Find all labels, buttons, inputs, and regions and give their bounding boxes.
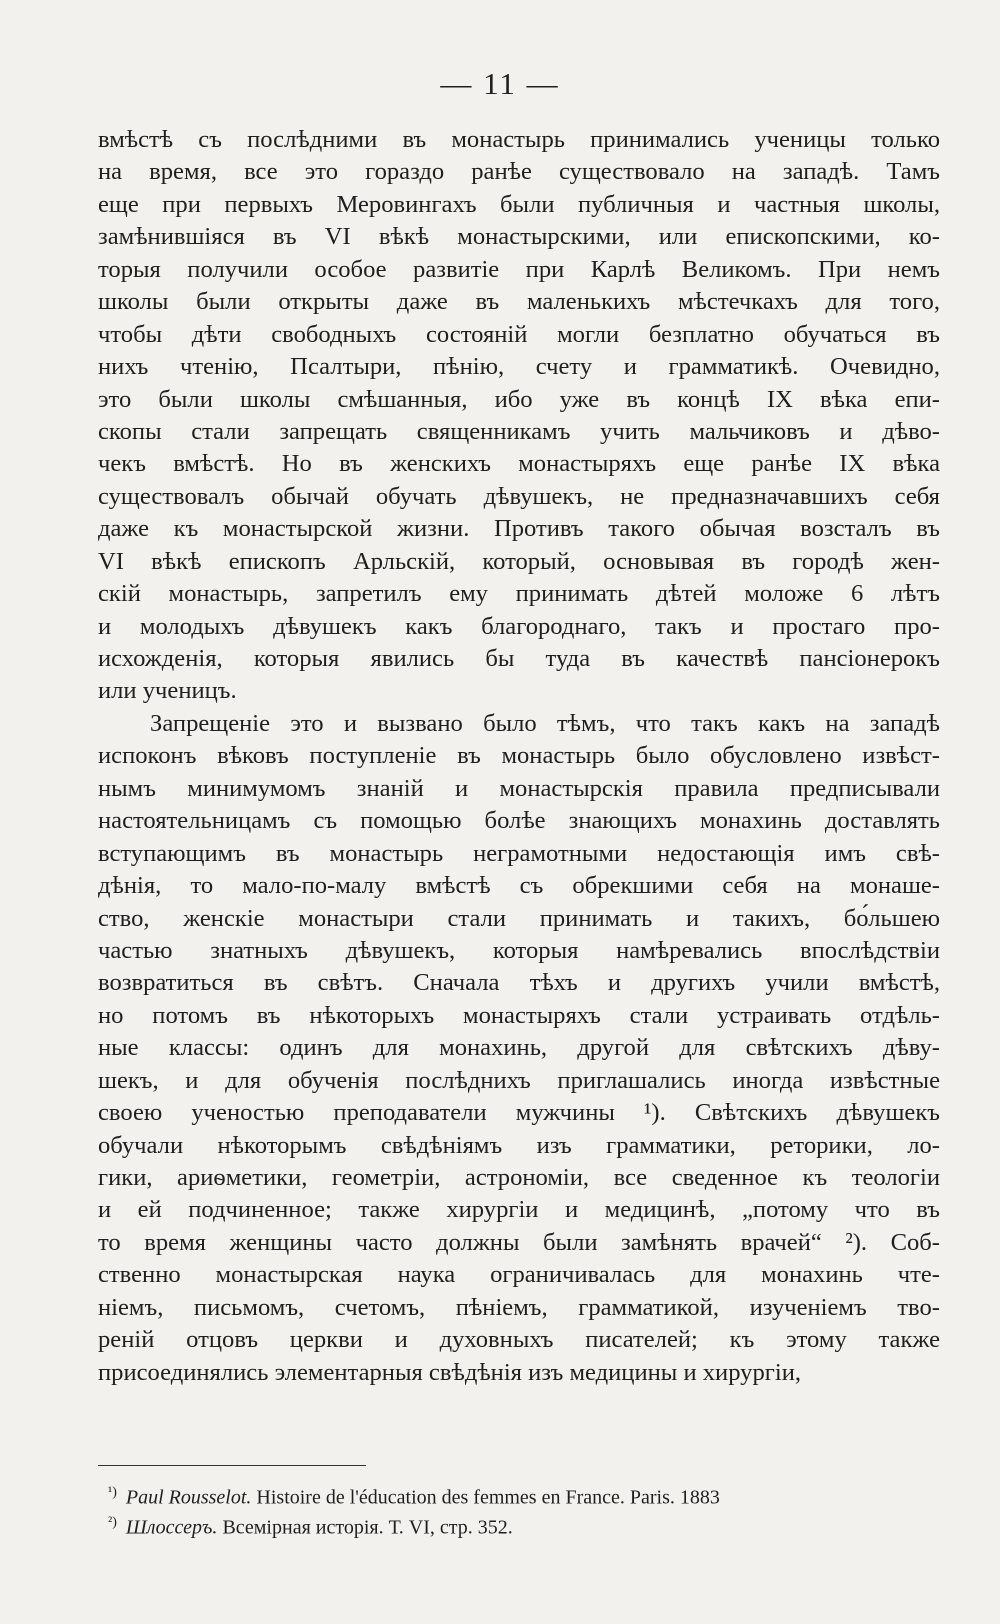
text-line: обучали нѣкоторымъ свѣдѣнiямъ изъ грамматики, реторики, ло- [98,1131,940,1159]
text-line: даже къ монастырской жизни. Противъ такого обычая возсталъ въ [98,515,940,543]
text-line: и молодыхъ дѣвушекъ какъ благороднаго, такъ и простаго про- [98,612,940,640]
paragraph [98,124,940,708]
text-line: шекъ, и для обученiя послѣднихъ приглашались иногда извѣстные [98,1066,940,1094]
text-line: вступающимъ въ монастырь неграмотными недостающiя имъ свѣ- [98,839,940,867]
text-line: гики, ариѳметики, геометрiи, астрономiи, все сведенное къ теологiи [98,1164,940,1191]
text-line: присоединялись элементарныя свѣдѣнiя изъ медицины и хирургiи, [98,1358,802,1386]
text-line: чтобы дѣти свободныхъ состоянiй могли безплатно обучаться въ [98,320,940,348]
paragraph [98,708,940,1389]
text-line: на время, все это гораздо ранѣе существовало на западѣ. Тамъ [98,158,940,186]
footnote-divider [98,1465,366,1466]
text-line: школы были открыты даже въ маленькихъ мѣстечкахъ для того, [98,288,940,316]
text-line: и ей подчиненное; также хирургiи и медицинѣ, „потому что въ [98,1196,940,1224]
footnote-2 [108,1508,940,1538]
text-line: частью знатныхъ дѣвушекъ, которыя намѣревались впослѣдствiи [98,936,940,964]
text-line: существовалъ обычай обучать дѣвушекъ, не предназначавшихъ себя [98,482,940,510]
text-line: ство, женскiе монастыри стали принимать и такихъ, бо́льшею [98,904,940,932]
text-line: ные классы: одинъ для монахинь, другой для свѣтскихъ дѣву- [98,1034,940,1062]
footnote-author: Paul Rousselot. [125,1486,252,1509]
text-line: испоконъ вѣковъ поступленiе въ монастырь было обусловлено извѣст- [98,742,940,770]
text-line: вмѣстѣ съ послѣдними въ монастырь принимались ученицы только [98,126,940,153]
text-line: но потомъ въ нѣкоторыхъ монастыряхъ стали устраивать отдѣль- [98,1001,940,1029]
text-line: дѣнiя, то мало-по-малу вмѣстѣ съ обрекшими себя на монаше- [98,872,940,900]
footnote-mark: ²) [108,1515,117,1530]
footnote-author: Шлоссеръ. [125,1516,218,1539]
footnote-1 [108,1478,940,1508]
footnote-text: Histoire de l'éducation des femmes en France. Paris. 1883 [256,1486,720,1509]
text-line: еще при первыхъ Меровингахъ были публичныя и частныя школы, [98,190,940,218]
text-line: замѣнившiяся въ VI вѣкѣ монастырскими, или епископскими, ко- [98,223,940,251]
text-line: Запрещенiе это и вызвано было тѣмъ, что такъ какъ на западѣ [150,709,940,737]
text-line: своею ученостью преподаватели мужчины ¹). Свѣтскихъ дѣвушекъ [98,1099,940,1127]
text-line: торыя получили особое развитiе при Карлѣ Великомъ. При немъ [98,255,940,283]
text-line: то время женщины часто должны были замѣнять врачей“ ²). Соб- [98,1228,940,1256]
text-line: нымъ минимумомъ знанiй и монастырскiя правила предписывали [98,774,940,802]
footnote-mark: ¹) [108,1485,117,1500]
text-line: исхожденiя, которыя явились бы туда въ качествѣ пансiонерокъ [98,645,940,672]
text-line: чекъ вмѣстѣ. Но въ женскихъ монастыряхъ еще ранѣе IX вѣка [98,450,940,478]
text-line: настоятельницамъ съ помощью болѣе знающихъ монахинь доставлять [98,807,940,835]
page-number: — 11 — [440,66,560,101]
text-line: нiемъ, письмомъ, счетомъ, пѣнiемъ, грамматикой, изученiемъ тво- [98,1293,940,1321]
text-line: скiй монастырь, запретилъ ему принимать дѣтей моложе 6 лѣтъ [98,580,940,608]
footnote-text: Всемiрная исторiя. Т. VI, стр. 352. [222,1516,513,1539]
footnotes [108,1478,940,1538]
text-line: это были школы смѣшанныя, ибо уже въ концѣ IX вѣка епи- [98,385,940,413]
text-line: ренiй отцовъ церкви и духовныхъ писателей; къ этому также [98,1326,940,1354]
text-line: ственно монастырская наука ограничивалась для монахинь чте- [98,1261,940,1289]
text-line: скопы стали запрещать священникамъ учить мальчиковъ и дѣво- [98,417,940,445]
text-line: или ученицъ. [98,677,237,705]
text-line: VI вѣкѣ епископъ Арльскiй, который, основывая въ городѣ жен- [98,547,940,575]
text-line: нихъ чтенiю, Псалтыри, пѣнiю, счету и грамматикѣ. Очевидно, [98,353,940,381]
text-line: возвратиться въ свѣтъ. Сначала тѣхъ и другихъ учили вмѣстѣ, [98,969,940,997]
body-text [98,124,940,1389]
